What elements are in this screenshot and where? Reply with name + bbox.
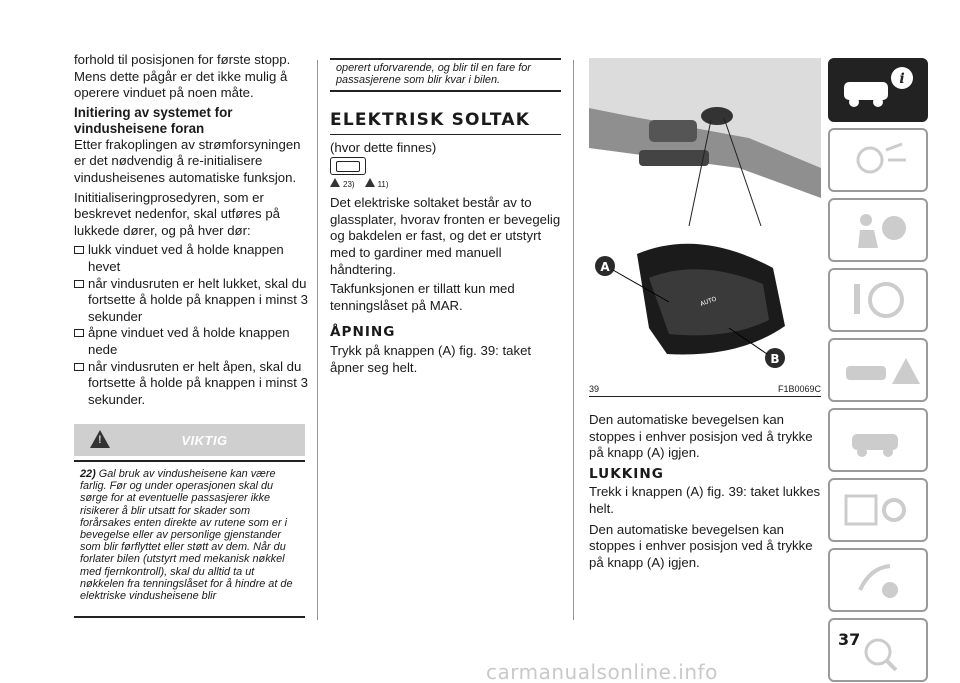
multimedia-icon	[830, 550, 926, 610]
paragraph: Inititialiseringprosedyren, som er beskrevet nedenfor, skal utføres på lukkede dører, og på hver dør:	[74, 189, 280, 238]
bullet-box-icon	[74, 246, 84, 254]
airbag-icon	[830, 200, 926, 260]
tab-specs[interactable]	[828, 478, 928, 542]
column-right	[589, 412, 821, 575]
bullet-box-icon	[74, 363, 84, 371]
warning-box	[74, 460, 305, 618]
tab-safety[interactable]	[828, 198, 928, 262]
tab-warning[interactable]	[828, 338, 928, 402]
paragraph: Takfunksjonen er tillatt kun med tenningslåset på MAR.	[330, 281, 515, 313]
list-item: når vindusruten er helt åpen, skal du fortsette å holde på knappen i minst 3 sekunder.	[74, 359, 308, 409]
paragraph: Trekk i knappen (A) fig. 39: taket lukkes helt.	[589, 484, 821, 516]
paragraph: forhold til posisjonen for første stopp. Mens dette pågår er det ikke mulig å operere vinduet på noen måte.	[74, 52, 291, 101]
paragraph: Den automatiske bevegelsen kan stoppes i enhver posisjon ved å trykke på knapp (A) igjen.	[589, 412, 813, 461]
figure-photo	[589, 58, 821, 382]
key-steering-icon	[830, 270, 926, 330]
sunroof-icon	[330, 157, 366, 175]
tab-multimedia[interactable]	[828, 548, 928, 612]
bullet-box-icon	[74, 329, 84, 337]
list-item: åpne vinduet ved å holde knappen nede	[74, 325, 308, 358]
callout-a: A	[600, 260, 610, 274]
list-item: når vindusruten er helt lukket, skal du fortsette å holde på knappen i minst 3 sekunder	[74, 276, 308, 326]
tab-starting[interactable]	[828, 268, 928, 332]
paragraph: Etter frakoplingen av strømforsyningen er det nødvendig å re-initialisere vindusheisenes automatiske funksjon.	[74, 136, 301, 185]
auto-label: AUTO	[699, 295, 718, 308]
reference-icons: 23) 11)	[330, 177, 561, 194]
tab-index[interactable]	[828, 618, 928, 682]
tab-car-info[interactable]	[828, 58, 928, 122]
subheading: Initiering av systemet for vindusheisene foran	[74, 104, 233, 136]
bullet-box-icon	[74, 280, 84, 288]
column-divider	[573, 60, 574, 620]
subheading-closing: LUKKING	[589, 465, 664, 482]
car-info-icon	[830, 60, 926, 120]
watermark: carmanualsonline.info	[486, 660, 718, 683]
tab-service[interactable]	[828, 408, 928, 472]
callout-b: B	[770, 352, 780, 366]
warning-ref: 22)	[80, 468, 96, 480]
warning-car-icon	[830, 340, 926, 400]
list-item: lukk vinduet ved å holde knappen hevet	[74, 242, 308, 275]
warning-continuation: operert uforvarende, og blir til en fare for passasjerene som blir kvar i bilen.	[330, 58, 561, 92]
section-heading: ELEKTRISK SOLTAK	[330, 110, 561, 135]
subheading-opening: ÅPNING	[330, 324, 396, 341]
warning-text: Gal bruk av vindusheisene kan være farlig. Før og under operasjonen skal du sørge for at eventuelle passasjerer ikke risikerer å blir utsatt for skader som forårsakes enten direkte av rutene som er i bevegelse eller av personlige gjenstander som blir førflyttet eller støtt av dem. Når du forlater bilen (utstyrt med mekanisk nøkkel med fjernkontroll), skal du alltid ta ut nøkkelen fra tenningslåset for å hindre at de elektriske vindusheisene blir	[80, 468, 293, 603]
figure-caption	[589, 384, 821, 397]
chapter-tabs	[828, 58, 956, 683]
tab-lights[interactable]	[828, 128, 928, 192]
specs-gear-icon	[830, 480, 926, 540]
paragraph: Trykk på knappen (A) fig. 39: taket åpner seg helt.	[330, 342, 532, 375]
column-middle	[330, 140, 561, 376]
column-divider	[317, 60, 318, 620]
warning-header	[74, 424, 305, 456]
sunroof-control-illustration	[589, 58, 821, 382]
column-left	[74, 52, 308, 408]
paragraph: Den automatiske bevegelsen kan stoppes i enhver posisjon ved å trykke på knapp (A) igjen.	[589, 521, 813, 570]
car-service-icon	[830, 410, 926, 470]
figure-number: 39	[589, 384, 600, 394]
figure-code: F1B0069C	[777, 384, 821, 394]
availability-note: (hvor dette finnes)	[330, 140, 437, 155]
warning-title: VIKTIG	[181, 433, 228, 448]
svg-text:i: i	[899, 71, 905, 87]
caution-icon	[365, 178, 375, 187]
lights-icon	[830, 130, 926, 190]
page-number: 37	[838, 630, 861, 649]
index-icon	[830, 620, 926, 680]
warning-icon	[330, 178, 340, 187]
paragraph: Det elektriske soltaket består av to glassplater, hvorav fronten er bevegelig og bakdelen er fast, og det er utstyrt med to gardiner med manuell håndtering.	[330, 195, 561, 277]
